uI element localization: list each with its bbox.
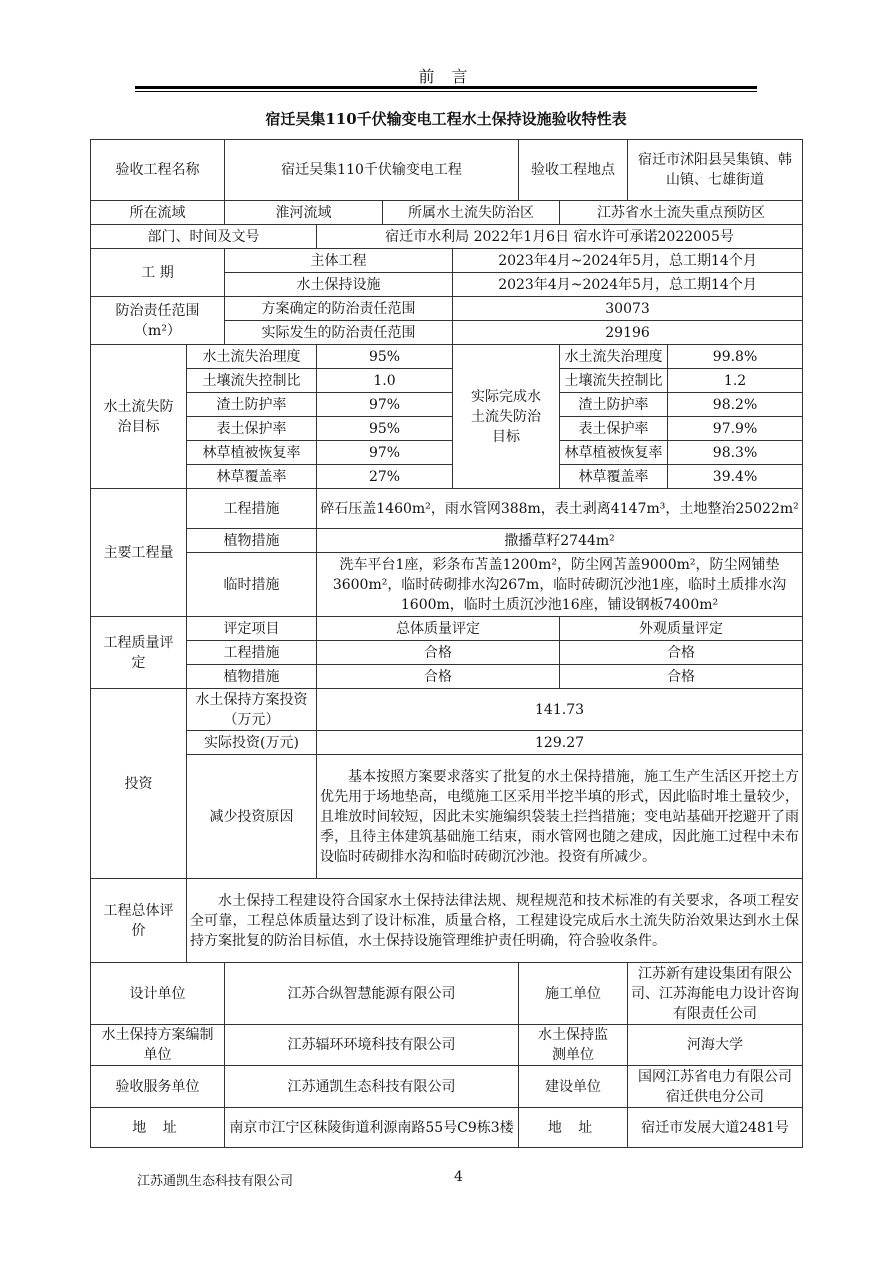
zone-label: 所属水土流失防治区 [383, 201, 560, 225]
target-value: 97% [317, 393, 453, 417]
actual-name: 表土保护率 [560, 417, 668, 441]
investment-reason-label: 减少投资原因 [187, 755, 317, 879]
target-row [91, 417, 803, 441]
scope-label [91, 297, 225, 345]
design-unit-label: 设计单位 [91, 963, 225, 1025]
target-name: 林草覆盖率 [187, 465, 317, 489]
owner-address-value: 宿迁市发展大道2481号 [628, 1108, 803, 1148]
works-temp-label: 临时措施 [187, 553, 317, 617]
project-name-row [91, 140, 803, 201]
scope-planned-value: 30073 [453, 297, 803, 321]
design-construction-row [91, 963, 803, 1025]
works-label: 主要工程量 [91, 489, 187, 617]
quality-appearance-header: 外观质量评定 [560, 617, 803, 641]
works-plant-row [91, 529, 803, 553]
actual-value: 39.4% [668, 465, 803, 489]
quality-appearance: 合格 [560, 641, 803, 665]
targets-actual-label: 实际完成水土流失防治目标 [453, 345, 560, 489]
approval-value: 宿迁市水利局 2022年1月6日 宿水许可承诺2022005号 [317, 225, 803, 249]
actual-name: 渣土防护率 [560, 393, 668, 417]
target-value: 27% [317, 465, 453, 489]
period-main-row [91, 249, 803, 273]
period-soil-value: 2023年4月~2024年5月，总工期14个月 [453, 273, 803, 297]
service-address-value: 南京市江宁区秣陵街道利源南路55号C9栋3楼 [225, 1108, 519, 1148]
period-main-label: 主体工程 [225, 249, 453, 273]
target-name: 土壤流失控制比 [187, 369, 317, 393]
investment-label: 投资 [91, 689, 187, 879]
target-row [91, 465, 803, 489]
investment-reason-text: 基本按照方案要求落实了批复的水土保持措施，施工生产生活区开挖土方优先用于场地垫高，电缆施工区采用半挖半填的形式，因此临时堆土量较少，且堆放时间较短，因此未实施编织袋装土拦挡措施；变电站基础开挖避开了雨季，且待主体建筑基础施工结束，雨水管网也随之建成，因此施工过程中未布设临时砖砌排水沟和临时砖砌沉沙池。投资有所减少。 [317, 755, 803, 879]
zone-value: 江苏省水土流失重点预防区 [560, 201, 803, 225]
quality-label: 工程质量评定 [91, 617, 187, 689]
target-name: 水土流失治理度 [187, 345, 317, 369]
scope-planned-row [91, 297, 803, 321]
target-value: 97% [317, 441, 453, 465]
service-unit-label: 验收服务单位 [91, 1066, 225, 1108]
project-location: 宿迁市沭阳县吴集镇、韩山镇、七雄街道 [628, 140, 803, 201]
works-temp-value: 洗车平台1座，彩条布苫盖1200m²，防尘网苫盖9000m²，防尘网铺垫3600m²，临时砖砌排水沟267m，临时砖砌沉沙池1座，临时土质排水沟1600m，临时土质沉沙池16座，铺设钢板7400m² [317, 553, 803, 617]
target-row [91, 345, 803, 369]
actual-value: 99.8% [668, 345, 803, 369]
scope-label-line1: 防治责任范围 [115, 302, 200, 319]
period-label: 工 期 [91, 249, 225, 297]
quality-overall: 合格 [317, 665, 560, 689]
investment-plan-row [91, 689, 803, 731]
construction-unit-label: 施工单位 [519, 963, 628, 1025]
works-engineering-value: 碎石压盖1460m²，雨水管网388m，表土剥离4147m³，土地整治25022m² [317, 489, 803, 529]
investment-plan-label: 水土保持方案投资（万元） [187, 689, 317, 731]
quality-appearance: 合格 [560, 665, 803, 689]
quality-row [91, 665, 803, 689]
basin-row [91, 201, 803, 225]
basin-value: 淮河流域 [225, 201, 383, 225]
page-number: 4 [454, 1169, 463, 1185]
owner-unit-label: 建设单位 [519, 1066, 628, 1108]
actual-value: 1.2 [668, 369, 803, 393]
actual-value: 98.3% [668, 441, 803, 465]
monitor-unit-label: 水土保持监测单位 [519, 1025, 628, 1066]
quality-row [91, 641, 803, 665]
investment-actual-row [91, 731, 803, 755]
target-value: 95% [317, 345, 453, 369]
owner-unit-value: 国网江苏省电力有限公司宿迁供电分公司 [628, 1066, 803, 1108]
period-main-value: 2023年4月~2024年5月，总工期14个月 [453, 249, 803, 273]
works-plant-label: 植物措施 [187, 529, 317, 553]
target-row [91, 369, 803, 393]
target-row [91, 393, 803, 417]
owner-address-label: 地 址 [519, 1108, 628, 1148]
evaluation-text: 水土保持工程建设符合国家水土保持法律法规、规程规范和技术标准的有关要求，各项工程安全可靠，工程总体质量达到了设计标准，质量合格，工程建设完成后水土流失防治效果达到水土保持方案批复的防治目标值，水土保持设施管理维护责任明确，符合验收条件。 [187, 879, 803, 963]
investment-actual-label: 实际投资(万元) [187, 731, 317, 755]
investment-plan-value: 141.73 [317, 689, 803, 731]
works-engineering-row [91, 489, 803, 529]
actual-name: 水土流失治理度 [560, 345, 668, 369]
table-title: 宿迁吴集110千伏输变电工程水土保持设施验收特性表 [265, 110, 627, 128]
quality-item: 工程措施 [187, 641, 317, 665]
actual-value: 97.9% [668, 417, 803, 441]
page-header: 前 言 [418, 67, 474, 86]
plan-unit-value: 江苏辐环环境科技有限公司 [225, 1025, 519, 1066]
plan-monitor-row [91, 1025, 803, 1066]
quality-overall-header: 总体质量评定 [317, 617, 560, 641]
investment-actual-value: 129.27 [317, 731, 803, 755]
approval-row [91, 225, 803, 249]
target-name: 表土保护率 [187, 417, 317, 441]
actual-name: 土壤流失控制比 [560, 369, 668, 393]
service-address-label: 地 址 [91, 1108, 225, 1148]
project-name: 宿迁吴集110千伏输变电工程 [225, 140, 519, 201]
target-name: 渣土防护率 [187, 393, 317, 417]
design-unit-value: 江苏合纵智慧能源有限公司 [225, 963, 519, 1025]
scope-actual-label: 实际发生的防治责任范围 [225, 321, 453, 345]
approval-label: 部门、时间及文号 [91, 225, 317, 249]
period-soil-label: 水土保持设施 [225, 273, 453, 297]
plan-unit-label: 水土保持方案编制单位 [91, 1025, 225, 1066]
actual-value: 98.2% [668, 393, 803, 417]
target-value: 1.0 [317, 369, 453, 393]
scope-planned-label: 方案确定的防治责任范围 [225, 297, 453, 321]
quality-item: 植物措施 [187, 665, 317, 689]
header-rule-thick [135, 86, 757, 89]
works-engineering-label: 工程措施 [187, 489, 317, 529]
monitor-unit-value: 河海大学 [628, 1025, 803, 1066]
project-name-label: 验收工程名称 [91, 140, 225, 201]
quality-overall: 合格 [317, 641, 560, 665]
scope-label-line2: （m²） [134, 322, 181, 339]
works-temp-row [91, 553, 803, 617]
service-owner-row [91, 1066, 803, 1108]
actual-name: 林草植被恢复率 [560, 441, 668, 465]
acceptance-characteristics-table [90, 139, 803, 1148]
footer-company: 江苏通凯生态科技有限公司 [137, 1174, 294, 1189]
quality-header-row [91, 617, 803, 641]
scope-actual-value: 29196 [453, 321, 803, 345]
evaluation-label: 工程总体评价 [91, 879, 187, 963]
service-unit-value: 江苏通凯生态科技有限公司 [225, 1066, 519, 1108]
header-rule-thin [135, 91, 757, 92]
actual-name: 林草覆盖率 [560, 465, 668, 489]
project-location-label: 验收工程地点 [519, 140, 628, 201]
targets-label: 水土流失防治目标 [91, 345, 187, 489]
target-name: 林草植被恢复率 [187, 441, 317, 465]
construction-unit-value: 江苏新有建设集团有限公司、江苏海能电力设计咨询有限责任公司 [628, 963, 803, 1025]
investment-reason-row [91, 755, 803, 879]
evaluation-row [91, 879, 803, 963]
target-row [91, 441, 803, 465]
basin-label: 所在流域 [91, 201, 225, 225]
works-plant-value: 撒播草籽2744m² [317, 529, 803, 553]
target-value: 95% [317, 417, 453, 441]
quality-item-header: 评定项目 [187, 617, 317, 641]
address-row [91, 1108, 803, 1148]
